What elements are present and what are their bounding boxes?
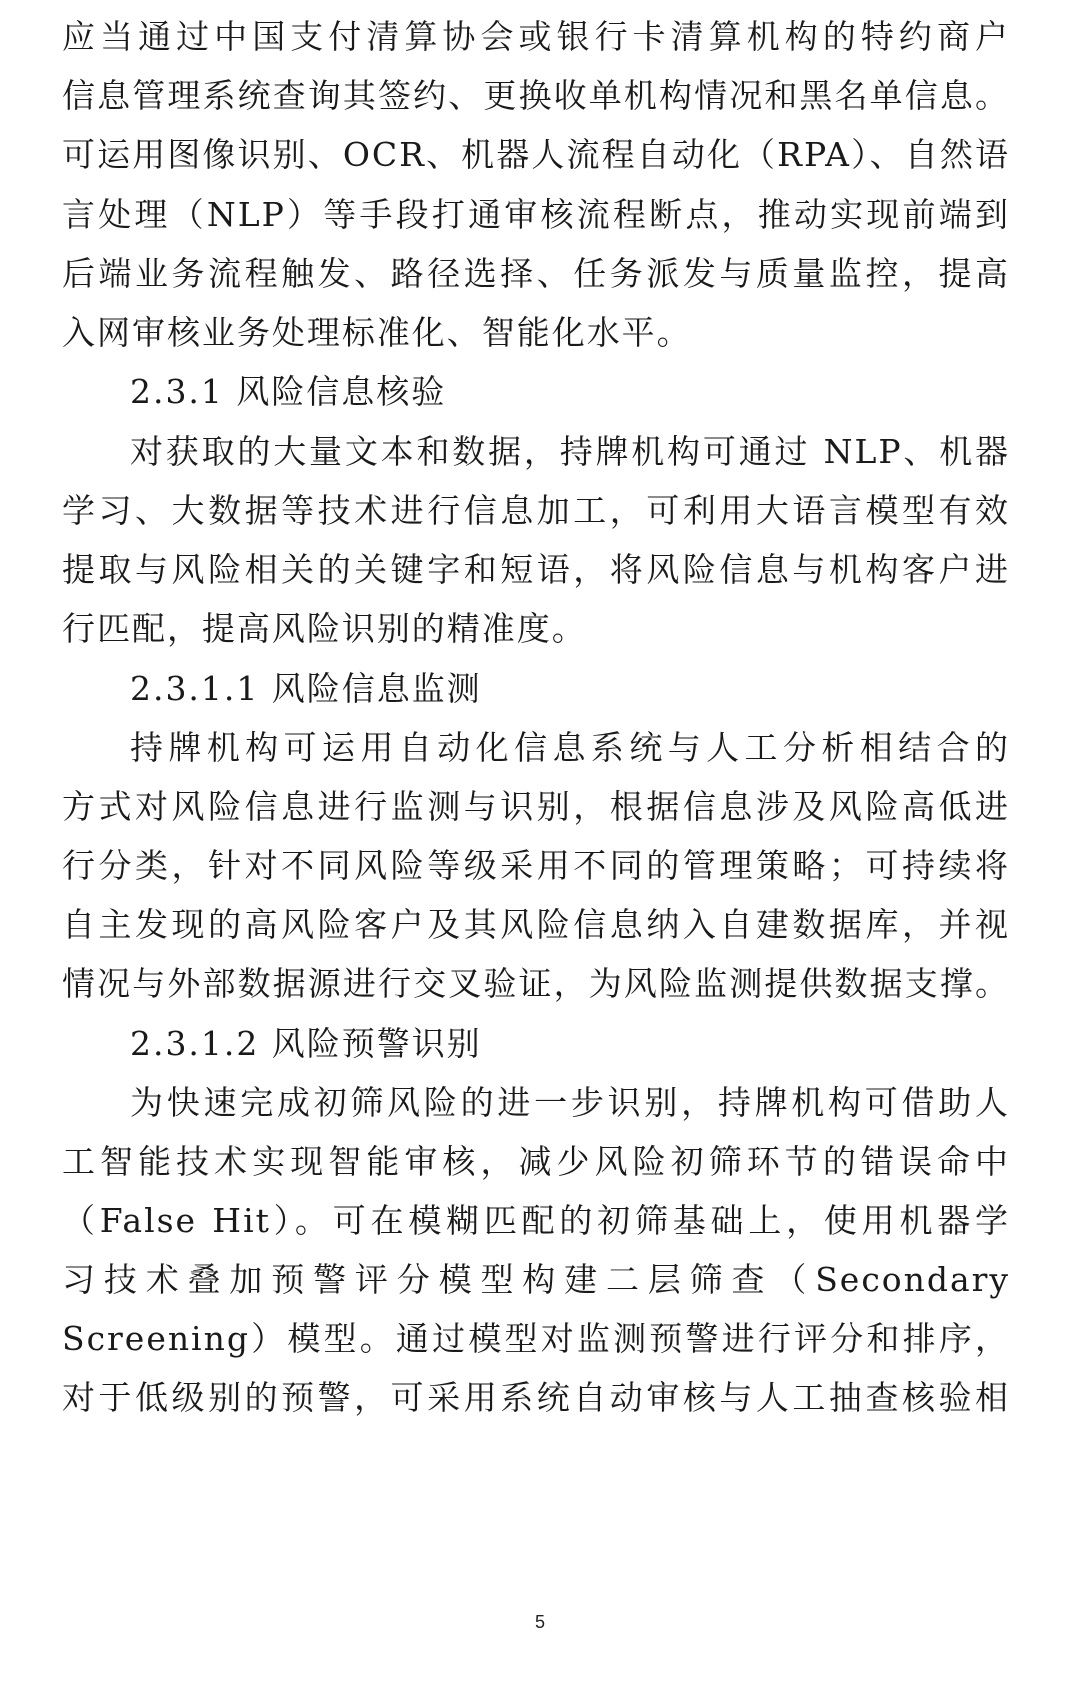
paragraph-line: 自主发现的高风险客户及其风险信息纳入自建数据库，并视: [62, 905, 1010, 944]
paragraph-line: 行分类，针对不同风险等级采用不同的管理策略；可持续将: [62, 846, 1010, 885]
paragraph-line: 可运用图像识别、OCR、机器人流程自动化（RPA）、自然语: [62, 135, 1010, 174]
paragraph-line: 方式对风险信息进行监测与识别，根据信息涉及风险高低进: [62, 787, 1010, 826]
paragraph-line: 持牌机构可运用自动化信息系统与人工分析相结合的: [130, 728, 1010, 767]
paragraph-line: 言处理（NLP）等手段打通审核流程断点，推动实现前端到: [62, 195, 1010, 234]
paragraph-line: Screening）模型。通过模型对监测预警进行评分和排序，: [62, 1319, 1010, 1358]
section-heading: 2.3.1 风险信息核验: [130, 372, 447, 411]
paragraph-line: 应当通过中国支付清算协会或银行卡清算机构的特约商户: [62, 17, 1010, 56]
paragraph-line: 习技术叠加预警评分模型构建二层筛查（Secondary: [62, 1260, 1010, 1299]
paragraph-line: （False Hit）。可在模糊匹配的初筛基础上，使用机器学: [62, 1201, 1010, 1240]
paragraph-line: 后端业务流程触发、路径选择、任务派发与质量监控，提高: [62, 254, 1010, 293]
paragraph-line: 工智能技术实现智能审核，减少风险初筛环节的错误命中: [62, 1142, 1010, 1181]
paragraph-line: 信息管理系统查询其签约、更换收单机构情况和黑名单信息。: [62, 76, 1010, 115]
section-heading: 2.3.1.1 风险信息监测: [130, 669, 482, 708]
paragraph-line: 为快速完成初筛风险的进一步识别，持牌机构可借助人: [130, 1083, 1010, 1122]
paragraph-line: 学习、大数据等技术进行信息加工，可利用大语言模型有效: [62, 491, 1010, 530]
section-heading: 2.3.1.2 风险预警识别: [130, 1024, 482, 1063]
page-number: 5: [534, 1612, 545, 1632]
paragraph-line: 情况与外部数据源进行交叉验证，为风险监测提供数据支撑。: [62, 964, 1010, 1003]
paragraph-line: 行匹配，提高风险识别的精准度。: [62, 609, 587, 648]
paragraph-line: 提取与风险相关的关键字和短语，将风险信息与机构客户进: [62, 550, 1010, 589]
paragraph-line: 入网审核业务处理标准化、智能化水平。: [62, 313, 692, 352]
paragraph-line: 对获取的大量文本和数据，持牌机构可通过 NLP、机器: [130, 432, 1010, 471]
paragraph-line: 对于低级别的预警，可采用系统自动审核与人工抽查核验相: [62, 1378, 1010, 1417]
